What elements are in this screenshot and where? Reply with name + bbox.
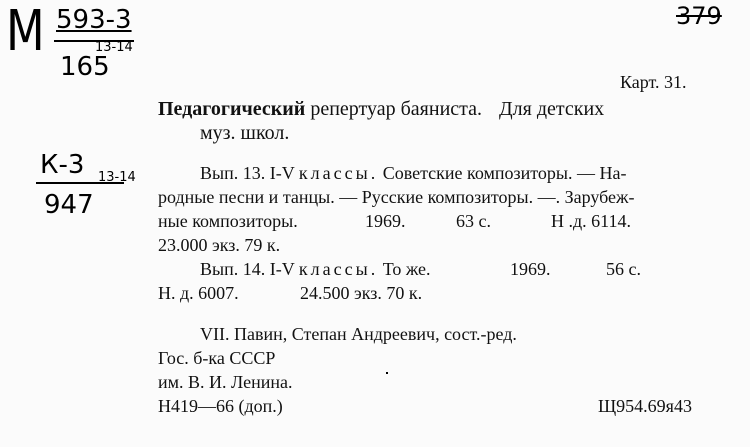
shelf-mark-letter: М	[6, 0, 45, 64]
second-mark-superscript: 13-14	[98, 170, 136, 185]
issue13-pages: 63 с.	[456, 211, 491, 231]
title-tail: Для детских	[499, 98, 605, 120]
issue13-year: 1969.	[365, 211, 406, 231]
title-line-2: муз. школ.	[200, 122, 290, 144]
issue13-contents: Советские композиторы. — На-	[382, 163, 627, 183]
issue14-line-1a	[200, 258, 431, 280]
title-bold: Педагогический	[158, 98, 306, 120]
second-mark-bottom: 947	[44, 190, 94, 220]
issue13-record: Н .д. 6114.	[551, 211, 631, 231]
shelf-mark-bottom: 165	[60, 52, 110, 82]
issue14-number: Вып. 14. I-V	[200, 259, 295, 279]
card-number: Карт. 31.	[620, 72, 687, 92]
shelf-mark-superscript: 13-14	[95, 40, 133, 55]
issue13-line-2: родные песни и танцы. — Русские композиторы. —. Зарубеж-	[158, 187, 635, 207]
stray-mark	[386, 372, 388, 374]
issue13-print-run: 23.000 экз. 79 к.	[158, 235, 281, 255]
notes-library: Гос. б-ка СССР	[158, 348, 276, 368]
shelf-mark-top: 593-3	[56, 5, 132, 35]
classification-code: Щ954.69я43	[598, 396, 692, 416]
corner-number: 379	[676, 2, 722, 30]
issue13-classes: классы.	[298, 163, 379, 183]
issue13-line-1	[200, 162, 627, 184]
title-line-1	[158, 97, 604, 121]
notes-library-name: им. В. И. Ленина.	[158, 372, 293, 392]
title-rest: репертуар баяниста.	[310, 98, 483, 120]
second-mark-top: К-3	[40, 150, 85, 180]
issue14-print-run: 24.500 экз. 70 к.	[300, 283, 423, 303]
issue13-number: Вып. 13. I-V	[200, 163, 295, 183]
issue14-classes: классы.	[298, 259, 379, 279]
issue14-pages: 56 с.	[606, 259, 641, 279]
issue13-line-3a: ные композиторы.	[158, 211, 298, 231]
issue14-year: 1969.	[510, 259, 551, 279]
notes-editor: VII. Павин, Степан Андреевич, сост.-ред.	[200, 324, 517, 344]
issue14-same: То же.	[382, 259, 431, 279]
issue14-record: Н. д. 6007.	[158, 283, 239, 303]
notes-order: Н419—66 (доп.)	[158, 396, 283, 416]
